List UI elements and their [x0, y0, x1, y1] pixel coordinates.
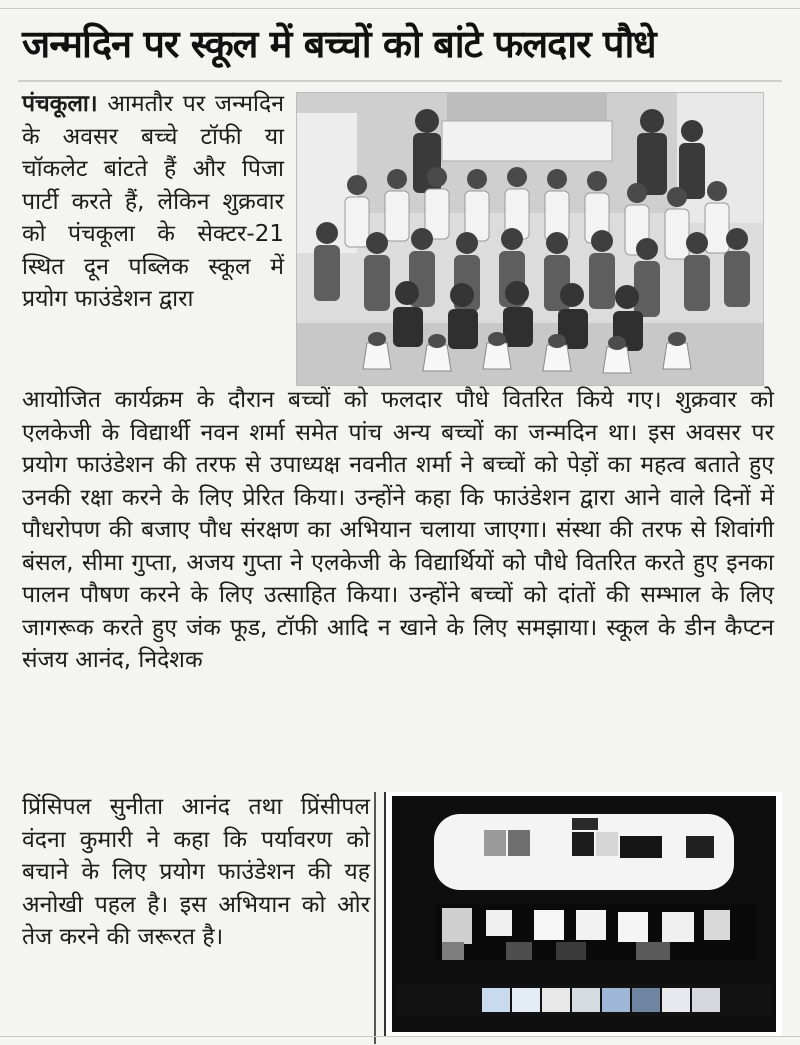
paragraph-2: आयोजित कार्यक्रम के दौरान बच्चों को फलदार पौधे वितरित किये गए। शुक्रवार को एलकेजी के विद्यार्थी नवन शर्मा समेत पांच अन्य बच्चों का जन्मदिन था। इस अवसर पर प्रयोग फाउंडेशन की तरफ से उपाध्यक्ष नवनीत शर्मा ने बच्चों को पेड़ों का महत्व बताते हुए उनकी रक्षा करने के लिए प्रेरित किया। उन्होंने कहा कि फाउंडेशन द्वारा आने वाले दिनों में पौधरोपण की बजाए पौध संरक्षण का अभियान चलाया जाएगा। संस्था की तरफ से शिवांगी बंसल, सीमा गुप्ता, अजय गुप्ता ने एलकेजी के विद्यार्थियों को पौधे वितरित करते हुए इनका पालन पौषण करने के लिए उत्साहित किया। उन्होंने बच्चों को दांतों की सम्भाल के लिए जागरूक करते हुए जंक फूड, टॉफी आदि न खाने के लिए समझाया। स्कूल के डीन कैप्टन संजय आनंद, निदेशक [22, 387, 774, 673]
paragraph-3: प्रिंसिपल सुनीता आनंद तथा प्रिंसीपल वंदना कुमारी ने कहा कि पर्यावरण को बचाने के लिए प्रयोग फाउंडेशन की यह अनोखी पहल है। इस अभियान को ओर तेज करने की जरूरत है। [22, 794, 370, 950]
headline-rule [18, 80, 782, 82]
paragraph-1-text: आमतौर पर जन्मदिन के अवसर बच्चे टॉफी या चॉकलेट बांटते हैं और पिजा पार्टी करते हैं, लेकिन शुक्रवार को पंचकूला के सेक्टर-21 स्थित दून पब्लिक स्कूल में प्रयोग फाउंडेशन द्वारा [22, 91, 284, 312]
headline: जन्मदिन पर स्कूल में बच्चों को बांटे फलदार पौधे [22, 22, 656, 66]
top-border [0, 0, 800, 9]
paragraph-1 [22, 88, 284, 316]
blurred-advertisement [384, 792, 782, 1036]
column-divider [374, 792, 376, 1044]
news-photo-children-with-plants [296, 92, 764, 386]
dateline: पंचकूला। [22, 91, 98, 117]
